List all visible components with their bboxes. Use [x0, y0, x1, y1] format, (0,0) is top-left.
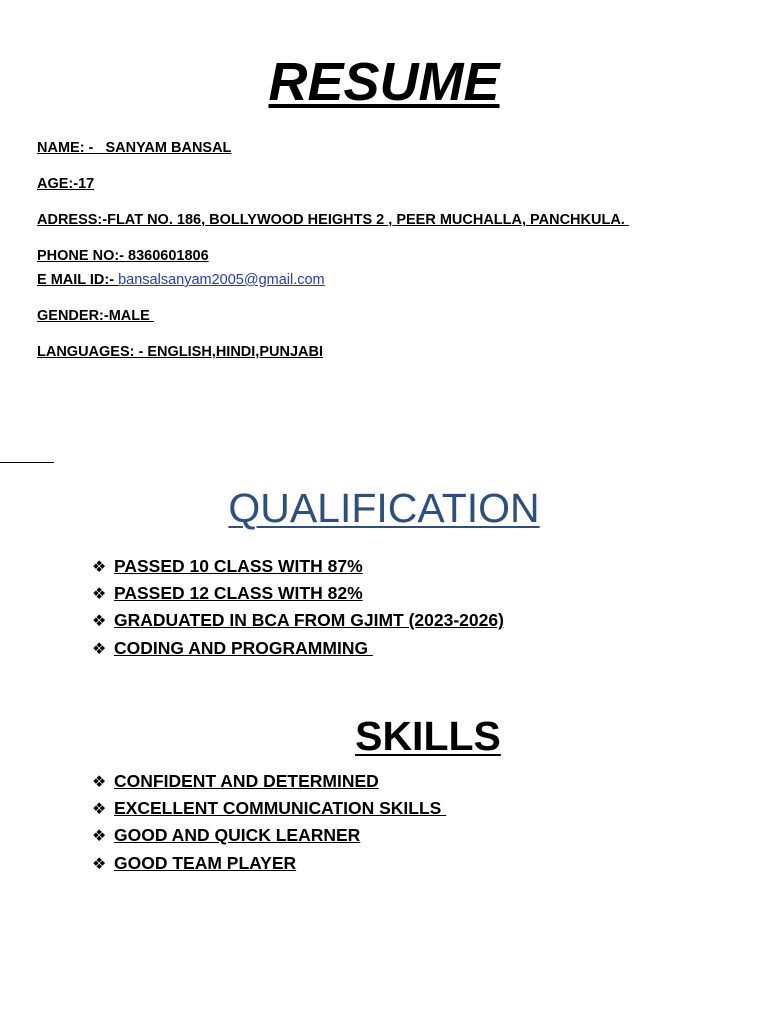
list-item-text: EXCELLENT COMMUNICATION SKILLS	[114, 798, 447, 819]
languages-line: LANGUAGES: - ENGLISH,HINDI,PUNJABI	[37, 344, 323, 360]
email-line	[37, 271, 325, 289]
gender-line: GENDER:-MALE	[37, 308, 154, 324]
skills-list	[92, 768, 446, 877]
diamond-bullet-icon: ❖	[92, 772, 107, 791]
name-line: NAME: - SANYAM BANSAL	[37, 140, 232, 156]
list-item	[92, 795, 446, 822]
resume-title: RESUME	[268, 52, 500, 112]
address-line: ADRESS:-FLAT NO. 186, BOLLYWOOD HEIGHTS 2 , PEER MUCHALLA, PANCHKULA.	[37, 212, 629, 228]
list-item-text: PASSED 12 CLASS WITH 82%	[114, 583, 363, 604]
list-item	[92, 768, 446, 795]
skills-heading: SKILLS	[355, 713, 501, 759]
list-item-text: GOOD AND QUICK LEARNER	[114, 825, 361, 846]
list-item-text: PASSED 10 CLASS WITH 87%	[114, 556, 363, 576]
phone-line: PHONE NO:- 8360601806	[37, 248, 209, 264]
list-item	[92, 553, 504, 580]
qualification-list	[92, 553, 504, 662]
diamond-bullet-icon: ❖	[92, 853, 107, 873]
list-item-text: CODING AND PROGRAMMING	[114, 637, 373, 658]
diamond-bullet-icon: ❖	[92, 826, 107, 846]
list-item-text: GOOD TEAM PLAYER	[114, 852, 297, 873]
list-item-text: GRADUATED IN BCA FROM GJIMT (2023-2026)	[114, 610, 504, 631]
diamond-bullet-icon: ❖	[92, 611, 107, 631]
diamond-bullet-icon: ❖	[92, 799, 107, 819]
email-label: E MAIL ID:-	[37, 272, 119, 288]
list-item	[92, 635, 504, 662]
list-item-text: CONFIDENT AND DETERMINED	[114, 771, 379, 791]
list-item	[92, 580, 504, 607]
list-item	[92, 822, 446, 849]
list-item	[92, 850, 446, 877]
divider-line	[0, 462, 54, 463]
email-link[interactable]: bansalsanyam2005@gmail.com	[118, 272, 325, 288]
diamond-bullet-icon: ❖	[92, 557, 107, 576]
list-item	[92, 607, 504, 634]
diamond-bullet-icon: ❖	[92, 638, 107, 658]
qualification-heading: QUALIFICATION	[228, 485, 540, 531]
diamond-bullet-icon: ❖	[92, 584, 107, 604]
age-line: AGE:-17	[37, 176, 95, 192]
